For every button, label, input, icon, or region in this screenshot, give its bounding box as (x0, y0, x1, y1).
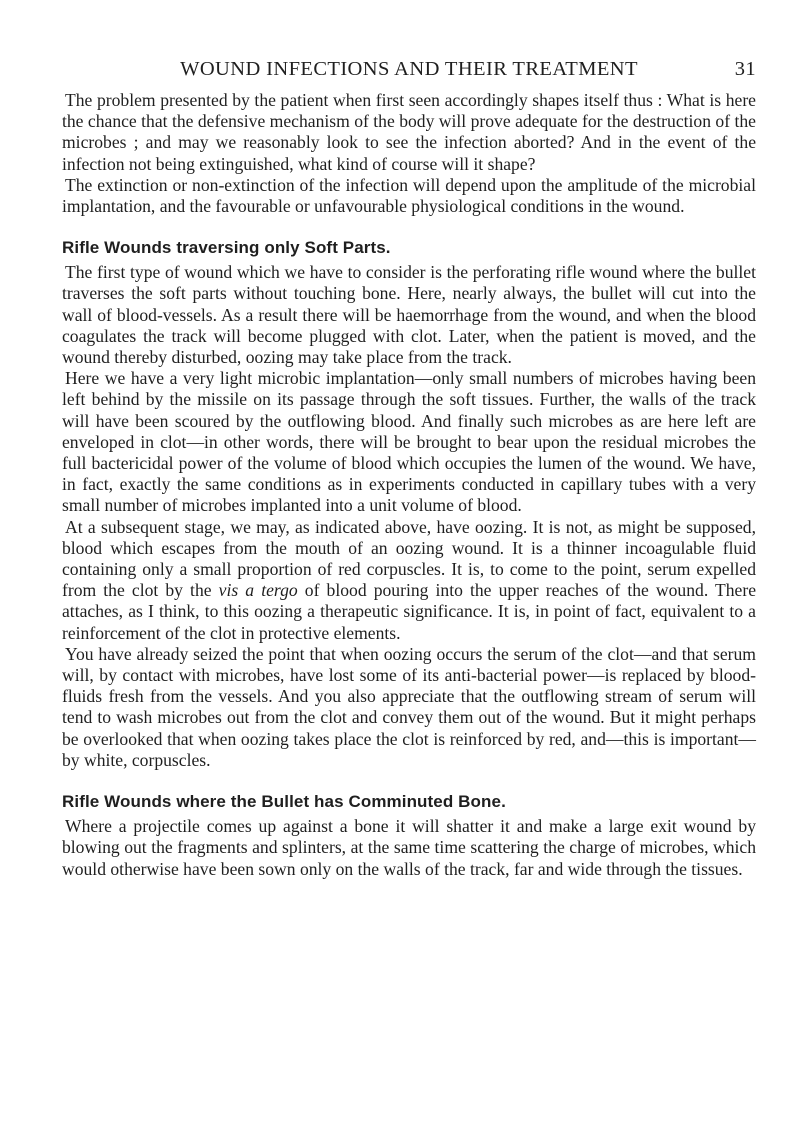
running-header (62, 58, 756, 86)
paragraph: Here we have a very light microbic implantation—only small numbers of microbes having been left behind by the missile on its passage through the soft tissues. Further, the walls of the track will have been scoured by the outflowing blood. And finally such microbes as are here left are enveloped in clot—in other words, there will be brought to bear upon the residual microbes the full bactericidal power of the volume of blood which occupies the lumen of the wound. We have, in fact, exactly the same conditions as in experiments conducted in capillary tubes with a very small number of microbes implanted into a unit volume of blood. (62, 368, 756, 516)
section-heading-soft-parts: Rifle Wounds traversing only Soft Parts. (62, 238, 391, 258)
page-body (62, 90, 756, 880)
paragraph: You have already seized the point that when oozing occurs the serum of the clot—and that serum will, by contact with microbes, have lost some of its anti-bacterial power—is replaced by blood-fluids fresh from the vessels. And you also appreciate that the outflowing stream of serum will tend to wash microbes out from the clot and convey them out of the wound. But it might perhaps be overlooked that when oozing takes place the clot is reinforced by red, and—this is important—by white, corpuscles. (62, 643, 756, 770)
paragraph: The extinction or non-extinction of the infection will depend upon the amplitude of the microbial implantation, and the favourable or unfavourable physiological conditions in the wound. (62, 174, 756, 217)
page-number: 31 (734, 58, 756, 80)
latin-phrase: vis a tergo (218, 580, 298, 601)
paragraph-text: of blood pouring into the upper reaches of the wound. There attaches, as I think, to this oozing a therapeutic significance. It is, in point of fact, equivalent to a reinforcement of the clot in protective elements. (62, 580, 757, 643)
paragraph: Where a projectile comes up against a bone it will shatter it and make a large exit wound by blowing out the fragments and splinters, at the same time scattering the charge of microbes, which would otherwise have been sown only on the walls of the track, far and wide through the tissues. (62, 816, 756, 879)
paragraph-text: At a subsequent stage, we may, as indicated above, have oozing. It is not, as might be supposed, blood which escapes from the mouth of an oozing wound. It is a thinner incoagulable fluid containing only a small proportion of red corpuscles. It is, to come to the point, serum expelled from the clot by the (62, 516, 756, 601)
paragraph-vis-a-tergo (62, 517, 756, 644)
paragraph: The problem presented by the patient when first seen accordingly shapes itself thus : What is here the chance that the defensive mechanism of the body will prove adequate for the destruction of the microbes ; and may we reasonably look to see the infection aborted? And in the event of the infection not being extinguished, what kind of course will it shape? (62, 90, 756, 174)
paragraph: The first type of wound which we have to consider is the perforating rifle wound where the bullet traverses the soft parts without touching bone. Here, nearly always, the bullet will cut into the wall of blood-vessels. As a result there will be haemorrhage from the wound, and when the blood coagulates the track will become plugged with clot. Later, when the patient is moved, and the wound thereby disturbed, oozing may take place from the track. (62, 262, 756, 368)
section-heading-bone: Rifle Wounds where the Bullet has Comminuted Bone. (62, 792, 506, 812)
running-title: WOUND INFECTIONS AND THEIR TREATMENT (180, 58, 638, 80)
